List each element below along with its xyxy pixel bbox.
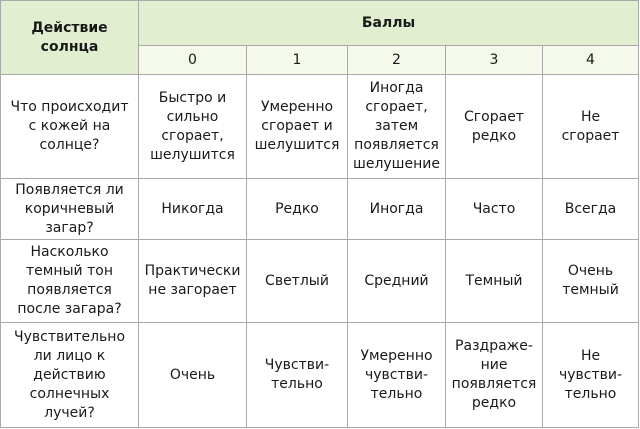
- answer-cell: Очень темный: [543, 240, 639, 323]
- answer-cell: Иногда: [348, 179, 446, 240]
- answer-cell: Часто: [446, 179, 543, 240]
- table-row: [1, 75, 639, 179]
- answer-cell: Умеренно чувстви- тельно: [348, 323, 446, 428]
- answer-cell: Не чувстви- тельно: [543, 323, 639, 428]
- answer-cell: Никогда: [139, 179, 247, 240]
- answer-cell: Быстро и сильно сгорает, шелушится: [139, 75, 247, 179]
- answer-cell: Раздраже- ние появляется редко: [446, 323, 543, 428]
- table-row: [1, 323, 639, 428]
- score-2: 2: [348, 46, 446, 75]
- answer-cell: Редко: [247, 179, 348, 240]
- answer-cell: Чувстви- тельно: [247, 323, 348, 428]
- answer-cell: Умеренно сгорает и шелушится: [247, 75, 348, 179]
- question-cell: Что происходит с кожей на солнце?: [1, 75, 139, 179]
- answer-cell: Иногда сгорает, затем появляется шелушение: [348, 75, 446, 179]
- header-row: [1, 1, 639, 46]
- question-cell: Насколько темный тон появляется после загара?: [1, 240, 139, 323]
- score-0: 0: [139, 46, 247, 75]
- answer-cell: Очень: [139, 323, 247, 428]
- table-row: [1, 179, 639, 240]
- answer-cell: Средний: [348, 240, 446, 323]
- answer-cell: Не сгорает: [543, 75, 639, 179]
- action-header: Действие солнца: [1, 1, 139, 75]
- question-cell: Чувствительно ли лицо к действию солнечных лучей?: [1, 323, 139, 428]
- score-header: Баллы: [139, 1, 639, 46]
- answer-cell: Практически не загорает: [139, 240, 247, 323]
- answer-cell: Темный: [446, 240, 543, 323]
- table-row: [1, 240, 639, 323]
- score-3: 3: [446, 46, 543, 75]
- score-1: 1: [247, 46, 348, 75]
- score-4: 4: [543, 46, 639, 75]
- answer-cell: Сгорает редко: [446, 75, 543, 179]
- answer-cell: Всегда: [543, 179, 639, 240]
- answer-cell: Светлый: [247, 240, 348, 323]
- question-cell: Появляется ли коричневый загар?: [1, 179, 139, 240]
